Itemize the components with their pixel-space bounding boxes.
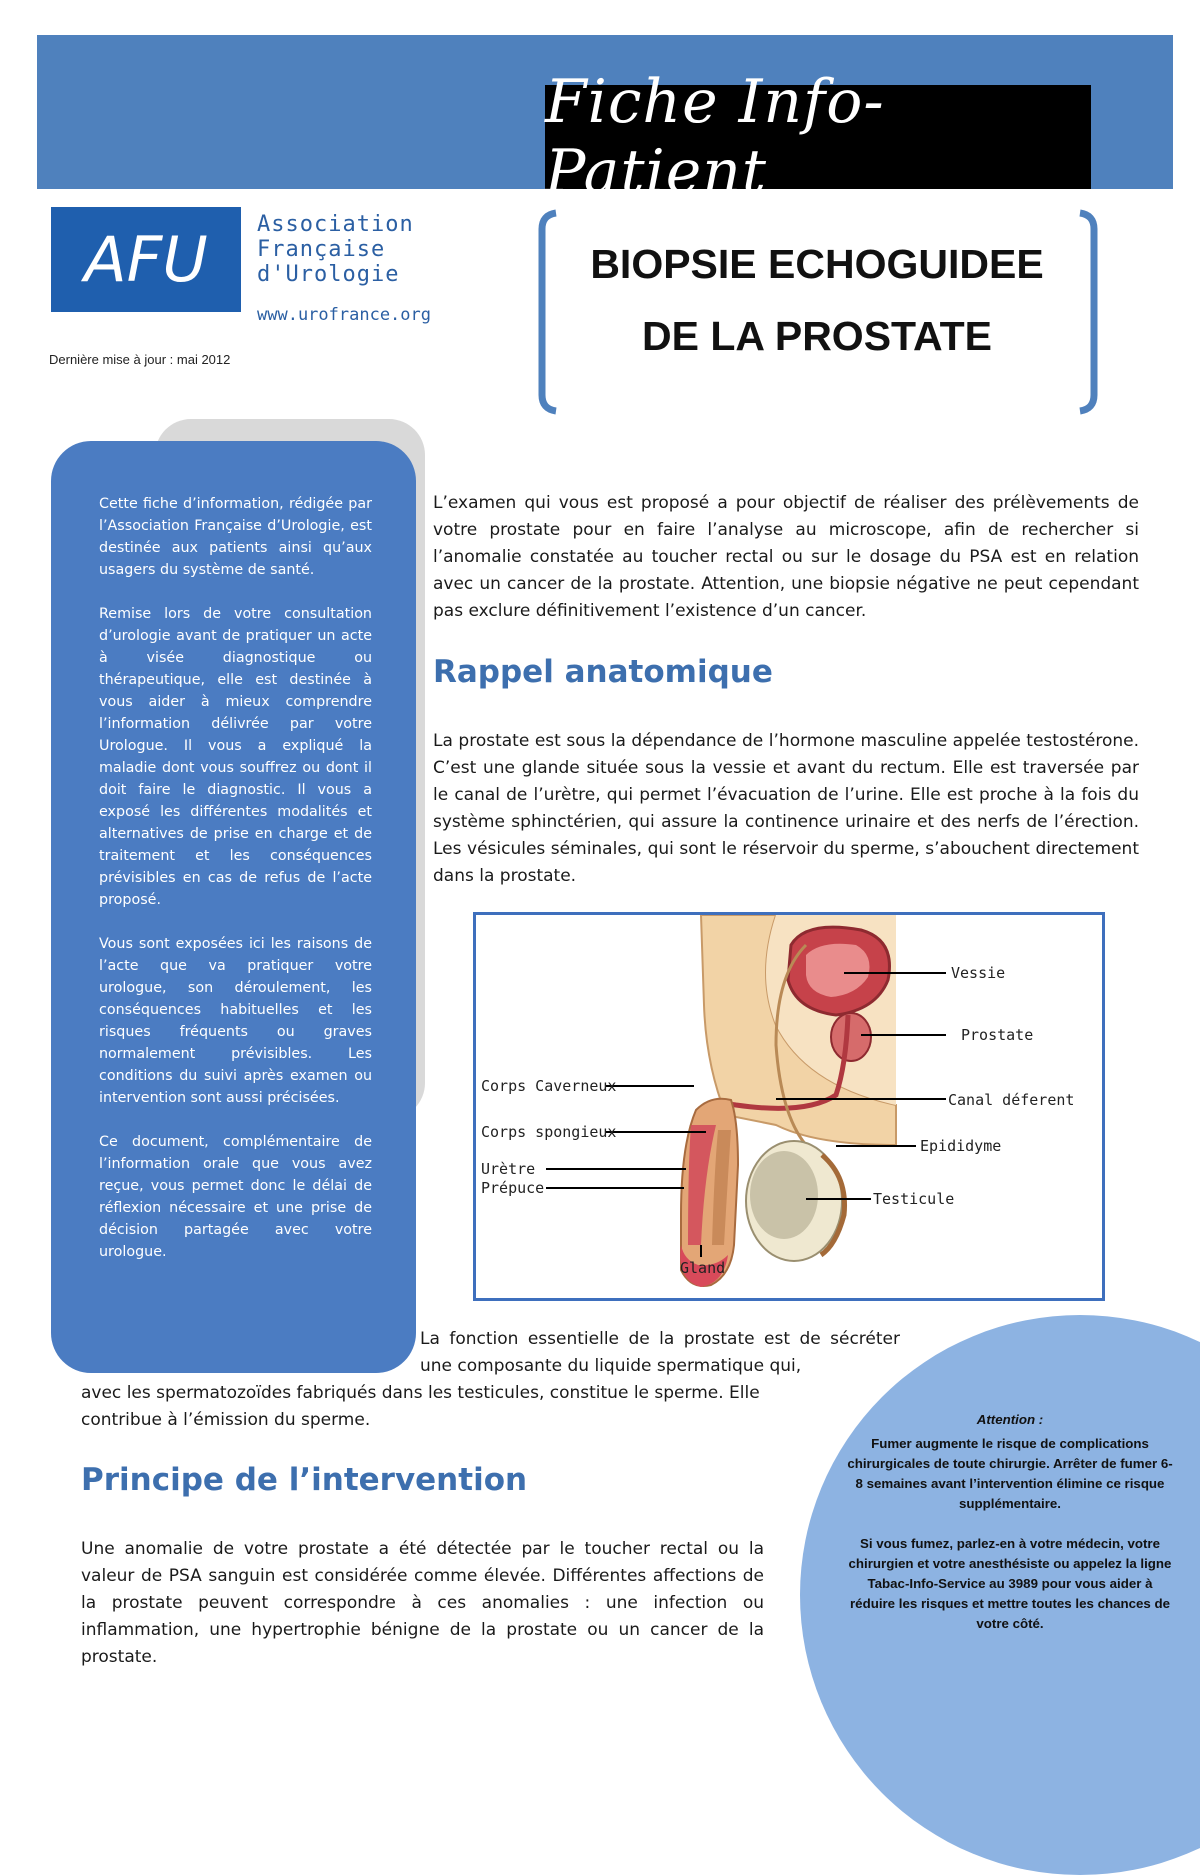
intro-paragraph: L’examen qui vous est proposé a pour objectif de réaliser des prélèvements de votre prostate pour en faire l’analyse au microscope, afin de rechercher si l’anomalie constatée au toucher rectal ou sur le dosage du PSA est en relation avec un cancer de la prostate. Attention, une biopsie négative ne peut cependant pas exclure définitivement l’existence d’un cancer. xyxy=(433,493,1139,621)
afu-logo xyxy=(51,207,241,312)
sidebar-paragraph-3: Vous sont exposées ici les raisons de l’acte que va pratiquer votre urologue, son déroulement, les conséquences habituelles et les risques fréquents ou graves normalement prévisibles. Les conditions du suivi après examen ou intervention sont aussi précisées. xyxy=(99,936,372,1106)
label-prostate: Prostate xyxy=(961,1026,1034,1044)
fonction-paragraph-start: La fonction essentielle de la prostate est de sécréter une composante du liquide spermatique qui, xyxy=(420,1329,900,1376)
sidebar-paragraph-1: Cette fiche d’information, rédigée par l’Association Française d’Urologie, est destinée aux patients ainsi qu’aux usagers du système de santé. xyxy=(99,496,372,578)
label-prepuce: Prépuce xyxy=(481,1179,545,1197)
afu-logo-mark xyxy=(51,207,241,312)
principe-paragraph: Une anomalie de votre prostate a été détectée par le toucher rectal ou la valeur de PSA sanguin est considérée comme élevée. Différentes affections de la prostate peuvent correspondre à ces anomalies : une infection ou inflammation, une hypertrophie bénigne de la prostate ou un cancer de la prostate. xyxy=(81,1539,764,1667)
label-uretre: Urètre xyxy=(481,1160,536,1178)
logo-name xyxy=(257,212,414,287)
attention-box xyxy=(845,1410,1175,1654)
logo-url[interactable]: www.urofrance.org xyxy=(257,305,431,325)
title-line-2: DE LA PROSTATE xyxy=(641,313,993,359)
label-testicule: Testicule xyxy=(873,1190,955,1208)
logo-line-1: Association xyxy=(257,212,414,237)
label-corps-caverneux: Corps Caverneux xyxy=(481,1077,617,1095)
rappel-paragraph: La prostate est sous la dépendance de l’hormone masculine appelée testostérone. C’est une glande située sous la vessie et avant du rectum. Elle est traversée par le canal de l’urètre, qui permet l’évacuation de l’urine. Elle est proche à la fois du système sphinctérien, qui assure la continence urinaire et des nerfs de l’érection. Les vésicules séminales, qui sont le réservoir du sperme, s’abouchent directement dans la prostate. xyxy=(433,731,1139,886)
anatomy-figure xyxy=(473,912,1105,1301)
rappel-heading: Rappel anatomique xyxy=(433,654,773,690)
label-gland: Gland xyxy=(680,1259,726,1277)
logo-line-2: Française xyxy=(257,237,386,262)
logo-initials: AFU xyxy=(84,223,208,296)
label-vessie: Vessie xyxy=(951,964,1006,982)
sidebar-paragraph-4: Ce document, complémentaire de l’information orale que vous avez reçue, vous permet donc le délai de réflexion nécessaire et une prise de décision partagée avec votre urologue. xyxy=(99,1134,372,1260)
anatomy-illustration xyxy=(476,915,1102,1298)
label-epididyme: Epididyme xyxy=(920,1137,1002,1155)
label-corps-spongieux: Corps spongieux xyxy=(481,1123,617,1141)
label-canal-deferent: Canal déferent xyxy=(948,1091,1075,1109)
principe-heading: Principe de l’intervention xyxy=(81,1462,528,1498)
document-title xyxy=(555,228,1079,372)
last-update: Dernière mise à jour : mai 2012 xyxy=(49,352,231,367)
attention-paragraph-2: Si vous fumez, parlez-en à votre médecin, votre chirurgien et votre anesthésiste ou appelez la ligne Tabac-Info-Service au 3989 pour vous aider à réduire les risques et mettre toutes les chances de votre côté. xyxy=(848,1536,1172,1631)
fiche-title: Fiche Info-Patient xyxy=(545,67,885,207)
sidebar-paragraph-2: Remise lors de votre consultation d’urologie avant de pratiquer un acte à visée diagnostique ou thérapeutique, elle est destinée à vous aider à mieux comprendre l’information délivrée par votre Urologue. Il vous a expliqué la maladie dont vous souffrez ou dont il doit faire le diagnostic. Il vous a exposé les différentes modalités et alternatives de prise en charge et de traitement et les conséquences prévisibles en cas de refus de l’acte proposé. xyxy=(99,606,372,908)
attention-paragraph-1: Fumer augmente le risque de complications chirurgicales de toute chirurgie. Arrêter de fumer 6-8 semaines avant l’intervention élimine ce risque supplémentaire. xyxy=(847,1436,1173,1511)
fonction-paragraph-end: avec les spermatozoïdes fabriqués dans les testicules, constitue le sperme. Elle contribue à l’émission du sperme. xyxy=(81,1383,760,1430)
logo-line-3: d'Urologie xyxy=(257,262,400,287)
attention-title: Attention : xyxy=(976,1412,1044,1427)
title-line-1: BIOPSIE ECHOGUIDEE xyxy=(590,241,1044,287)
info-sidebar xyxy=(51,441,416,1373)
